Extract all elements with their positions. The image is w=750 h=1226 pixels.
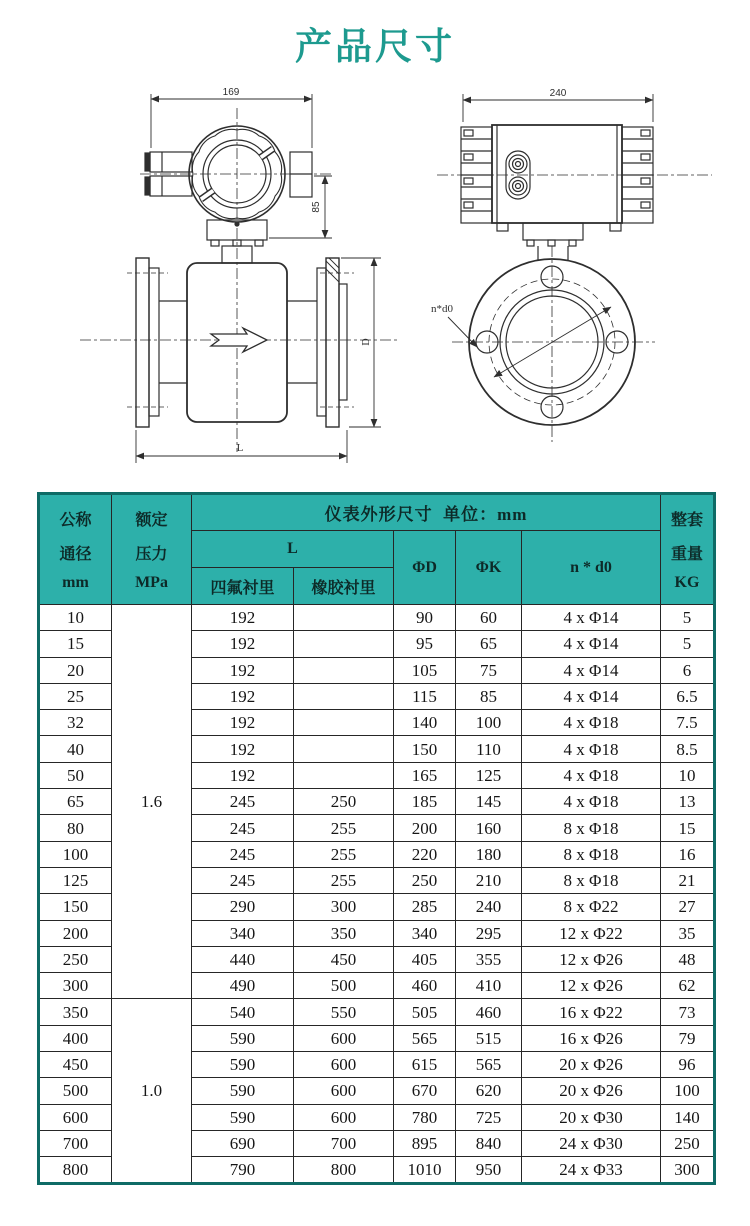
cell-ptfe-length: 245 bbox=[192, 867, 294, 893]
cell-weight: 62 bbox=[661, 973, 715, 999]
cell-phi-k: 110 bbox=[456, 736, 522, 762]
cell-rubber-length: 255 bbox=[294, 867, 394, 893]
cell-n-d0: 4 x Φ18 bbox=[522, 789, 661, 815]
cell-n-d0: 12 x Φ26 bbox=[522, 973, 661, 999]
col-header-rated-pressure: 额定 压力 MPa bbox=[112, 494, 192, 605]
cell-phi-k: 160 bbox=[456, 815, 522, 841]
cell-nominal-diameter: 10 bbox=[39, 605, 112, 631]
cell-ptfe-length: 290 bbox=[192, 894, 294, 920]
col-header-nominal-diameter: 公称 通径 mm bbox=[39, 494, 112, 605]
cell-ptfe-length: 192 bbox=[192, 736, 294, 762]
col-header-total-weight: 整套 重量 KG bbox=[661, 494, 715, 605]
cell-rated-pressure: 1.0 bbox=[112, 999, 192, 1183]
spec-table-section bbox=[37, 492, 716, 1185]
cell-n-d0: 4 x Φ14 bbox=[522, 631, 661, 657]
cell-phi-d: 200 bbox=[394, 815, 456, 841]
cell-phi-d: 405 bbox=[394, 946, 456, 972]
cell-ptfe-length: 590 bbox=[192, 1025, 294, 1051]
dim-240-label: 240 bbox=[549, 88, 567, 99]
col-header-n-d0: n * d0 bbox=[522, 531, 661, 605]
cell-phi-k: 725 bbox=[456, 1104, 522, 1130]
right-flange bbox=[287, 258, 354, 427]
cell-ptfe-length: 590 bbox=[192, 1052, 294, 1078]
cell-weight: 300 bbox=[661, 1157, 715, 1183]
cell-phi-k: 60 bbox=[456, 605, 522, 631]
cell-rubber-length: 350 bbox=[294, 920, 394, 946]
cell-ptfe-length: 192 bbox=[192, 657, 294, 683]
cell-weight: 35 bbox=[661, 920, 715, 946]
cell-nominal-diameter: 50 bbox=[39, 762, 112, 788]
cell-weight: 48 bbox=[661, 946, 715, 972]
cell-weight: 5 bbox=[661, 631, 715, 657]
cell-n-d0: 12 x Φ26 bbox=[522, 946, 661, 972]
cell-n-d0: 24 x Φ33 bbox=[522, 1157, 661, 1183]
cell-phi-k: 355 bbox=[456, 946, 522, 972]
side-base-and-neck bbox=[497, 223, 621, 260]
cell-rated-pressure: 1.6 bbox=[112, 605, 192, 999]
cell-rubber-length: 550 bbox=[294, 999, 394, 1025]
cell-rubber-length: 600 bbox=[294, 1052, 394, 1078]
cell-n-d0: 4 x Φ14 bbox=[522, 657, 661, 683]
col-header-length-L: L bbox=[192, 531, 394, 568]
cell-phi-d: 615 bbox=[394, 1052, 456, 1078]
cell-rubber-length bbox=[294, 736, 394, 762]
cell-rubber-length: 500 bbox=[294, 973, 394, 999]
dimensions-table-body bbox=[39, 605, 715, 1184]
cell-rubber-length bbox=[294, 710, 394, 736]
cell-weight: 8.5 bbox=[661, 736, 715, 762]
cell-phi-d: 95 bbox=[394, 631, 456, 657]
cell-phi-d: 565 bbox=[394, 1025, 456, 1051]
cell-ptfe-length: 590 bbox=[192, 1078, 294, 1104]
side-bracket bbox=[290, 152, 312, 197]
cell-nominal-diameter: 20 bbox=[39, 657, 112, 683]
cell-ptfe-length: 540 bbox=[192, 999, 294, 1025]
cell-phi-d: 165 bbox=[394, 762, 456, 788]
cell-phi-d: 185 bbox=[394, 789, 456, 815]
cell-weight: 10 bbox=[661, 762, 715, 788]
cell-rubber-length: 300 bbox=[294, 894, 394, 920]
cell-phi-d: 220 bbox=[394, 841, 456, 867]
cell-phi-d: 460 bbox=[394, 973, 456, 999]
cell-n-d0: 12 x Φ22 bbox=[522, 920, 661, 946]
cell-phi-d: 670 bbox=[394, 1078, 456, 1104]
cell-weight: 79 bbox=[661, 1025, 715, 1051]
cell-weight: 6 bbox=[661, 657, 715, 683]
cooling-fins-left bbox=[461, 127, 492, 223]
cell-rubber-length: 800 bbox=[294, 1157, 394, 1183]
cell-weight: 5 bbox=[661, 605, 715, 631]
cell-weight: 27 bbox=[661, 894, 715, 920]
cell-n-d0: 24 x Φ30 bbox=[522, 1130, 661, 1156]
cell-ptfe-length: 490 bbox=[192, 973, 294, 999]
col-header-phi-k: ΦK bbox=[456, 531, 522, 605]
cell-phi-k: 410 bbox=[456, 973, 522, 999]
cell-nominal-diameter: 300 bbox=[39, 973, 112, 999]
cell-phi-d: 1010 bbox=[394, 1157, 456, 1183]
cell-nominal-diameter: 800 bbox=[39, 1157, 112, 1183]
cell-phi-k: 85 bbox=[456, 683, 522, 709]
cell-ptfe-length: 690 bbox=[192, 1130, 294, 1156]
cell-nominal-diameter: 350 bbox=[39, 999, 112, 1025]
cell-n-d0: 4 x Φ18 bbox=[522, 762, 661, 788]
cell-ptfe-length: 245 bbox=[192, 815, 294, 841]
cell-phi-k: 565 bbox=[456, 1052, 522, 1078]
cell-phi-d: 115 bbox=[394, 683, 456, 709]
col-header-overall-size: 仪表外形尺寸 单位：mm bbox=[192, 494, 661, 531]
cell-weight: 250 bbox=[661, 1130, 715, 1156]
cell-nominal-diameter: 250 bbox=[39, 946, 112, 972]
cell-phi-k: 125 bbox=[456, 762, 522, 788]
cell-n-d0: 8 x Φ18 bbox=[522, 815, 661, 841]
section-hatching bbox=[326, 258, 339, 282]
cell-phi-k: 75 bbox=[456, 657, 522, 683]
cell-rubber-length bbox=[294, 762, 394, 788]
cell-nominal-diameter: 150 bbox=[39, 894, 112, 920]
cell-phi-k: 65 bbox=[456, 631, 522, 657]
cell-phi-d: 140 bbox=[394, 710, 456, 736]
cell-phi-k: 295 bbox=[456, 920, 522, 946]
cell-n-d0: 4 x Φ14 bbox=[522, 605, 661, 631]
cell-rubber-length bbox=[294, 683, 394, 709]
cell-nominal-diameter: 32 bbox=[39, 710, 112, 736]
cell-weight: 6.5 bbox=[661, 683, 715, 709]
converter-box-side bbox=[492, 125, 622, 223]
cell-ptfe-length: 192 bbox=[192, 631, 294, 657]
cell-nominal-diameter: 15 bbox=[39, 631, 112, 657]
cell-weight: 73 bbox=[661, 999, 715, 1025]
flow-direction-arrow bbox=[211, 328, 267, 352]
cell-ptfe-length: 192 bbox=[192, 605, 294, 631]
cell-nominal-diameter: 450 bbox=[39, 1052, 112, 1078]
cell-phi-k: 145 bbox=[456, 789, 522, 815]
cell-weight: 21 bbox=[661, 867, 715, 893]
cell-n-d0: 16 x Φ26 bbox=[522, 1025, 661, 1051]
cell-rubber-length bbox=[294, 631, 394, 657]
col-header-rubber-lining: 橡胶衬里 bbox=[294, 568, 394, 605]
nd0-callout-label: n*d0 bbox=[431, 303, 453, 315]
cell-ptfe-length: 192 bbox=[192, 762, 294, 788]
cell-nominal-diameter: 400 bbox=[39, 1025, 112, 1051]
flowmeter-side-view-drawing bbox=[431, 88, 712, 442]
cell-n-d0: 4 x Φ18 bbox=[522, 736, 661, 762]
cell-n-d0: 8 x Φ18 bbox=[522, 867, 661, 893]
cell-phi-d: 105 bbox=[394, 657, 456, 683]
cell-rubber-length: 600 bbox=[294, 1025, 394, 1051]
cell-rubber-length: 700 bbox=[294, 1130, 394, 1156]
cell-weight: 13 bbox=[661, 789, 715, 815]
cell-phi-k: 620 bbox=[456, 1078, 522, 1104]
cell-phi-d: 285 bbox=[394, 894, 456, 920]
col-header-phi-d: ΦD bbox=[394, 531, 456, 605]
cell-rubber-length: 600 bbox=[294, 1104, 394, 1130]
cell-phi-k: 180 bbox=[456, 841, 522, 867]
cell-phi-d: 250 bbox=[394, 867, 456, 893]
cell-ptfe-length: 245 bbox=[192, 789, 294, 815]
cell-weight: 140 bbox=[661, 1104, 715, 1130]
cell-phi-k: 100 bbox=[456, 710, 522, 736]
cell-ptfe-length: 340 bbox=[192, 920, 294, 946]
technical-drawing-canvas bbox=[0, 80, 750, 485]
cell-ptfe-length: 245 bbox=[192, 841, 294, 867]
table-row bbox=[39, 999, 715, 1025]
cell-phi-k: 950 bbox=[456, 1157, 522, 1183]
cell-n-d0: 20 x Φ26 bbox=[522, 1078, 661, 1104]
side-centerlines bbox=[437, 175, 712, 442]
cell-nominal-diameter: 25 bbox=[39, 683, 112, 709]
cell-n-d0: 16 x Φ22 bbox=[522, 999, 661, 1025]
cell-rubber-length bbox=[294, 605, 394, 631]
cell-n-d0: 20 x Φ26 bbox=[522, 1052, 661, 1078]
cell-nominal-diameter: 125 bbox=[39, 867, 112, 893]
cell-phi-d: 340 bbox=[394, 920, 456, 946]
left-flange bbox=[127, 258, 187, 427]
front-centerlines bbox=[80, 108, 400, 452]
cell-ptfe-length: 192 bbox=[192, 683, 294, 709]
cell-phi-d: 780 bbox=[394, 1104, 456, 1130]
page-title: 产品尺寸 bbox=[295, 26, 455, 67]
flowmeter-front-view-drawing bbox=[80, 87, 400, 463]
cell-weight: 16 bbox=[661, 841, 715, 867]
cell-phi-k: 460 bbox=[456, 999, 522, 1025]
cell-phi-k: 210 bbox=[456, 867, 522, 893]
cell-rubber-length: 255 bbox=[294, 841, 394, 867]
cell-ptfe-length: 192 bbox=[192, 710, 294, 736]
product-drawings bbox=[0, 80, 750, 485]
cell-nominal-diameter: 80 bbox=[39, 815, 112, 841]
col-header-ptfe-lining: 四氟衬里 bbox=[192, 568, 294, 605]
cell-ptfe-length: 790 bbox=[192, 1157, 294, 1183]
cell-nominal-diameter: 40 bbox=[39, 736, 112, 762]
cell-nominal-diameter: 200 bbox=[39, 920, 112, 946]
cell-phi-k: 240 bbox=[456, 894, 522, 920]
dimension-169 bbox=[151, 87, 312, 148]
cell-phi-d: 150 bbox=[394, 736, 456, 762]
cell-n-d0: 4 x Φ18 bbox=[522, 710, 661, 736]
cell-phi-d: 895 bbox=[394, 1130, 456, 1156]
cell-rubber-length bbox=[294, 657, 394, 683]
table-row bbox=[39, 605, 715, 631]
cell-phi-d: 90 bbox=[394, 605, 456, 631]
cell-rubber-length: 600 bbox=[294, 1078, 394, 1104]
cell-nominal-diameter: 500 bbox=[39, 1078, 112, 1104]
cell-nominal-diameter: 65 bbox=[39, 789, 112, 815]
dimension-L bbox=[136, 430, 347, 463]
cell-weight: 96 bbox=[661, 1052, 715, 1078]
table-header bbox=[39, 494, 715, 605]
cell-rubber-length: 250 bbox=[294, 789, 394, 815]
cell-nominal-diameter: 600 bbox=[39, 1104, 112, 1130]
dim-L-label: L bbox=[236, 442, 244, 454]
dimension-240 bbox=[463, 88, 653, 122]
cell-phi-k: 840 bbox=[456, 1130, 522, 1156]
cell-rubber-length: 255 bbox=[294, 815, 394, 841]
cell-ptfe-length: 440 bbox=[192, 946, 294, 972]
cell-ptfe-length: 590 bbox=[192, 1104, 294, 1130]
cell-n-d0: 8 x Φ18 bbox=[522, 841, 661, 867]
cell-rubber-length: 450 bbox=[294, 946, 394, 972]
cell-n-d0: 20 x Φ30 bbox=[522, 1104, 661, 1130]
cell-nominal-diameter: 100 bbox=[39, 841, 112, 867]
cell-weight: 7.5 bbox=[661, 710, 715, 736]
dim-169-label: 169 bbox=[222, 87, 240, 98]
cell-n-d0: 4 x Φ14 bbox=[522, 683, 661, 709]
cell-nominal-diameter: 700 bbox=[39, 1130, 112, 1156]
cell-phi-d: 505 bbox=[394, 999, 456, 1025]
dim-D-label: D bbox=[361, 338, 372, 346]
dim-85-label: 85 bbox=[311, 201, 322, 213]
dimension-85 bbox=[269, 176, 332, 238]
dimensions-table bbox=[37, 492, 716, 1185]
cell-weight: 15 bbox=[661, 815, 715, 841]
cell-n-d0: 8 x Φ22 bbox=[522, 894, 661, 920]
cell-weight: 100 bbox=[661, 1078, 715, 1104]
cell-phi-k: 515 bbox=[456, 1025, 522, 1051]
cooling-fins-right bbox=[622, 127, 653, 223]
